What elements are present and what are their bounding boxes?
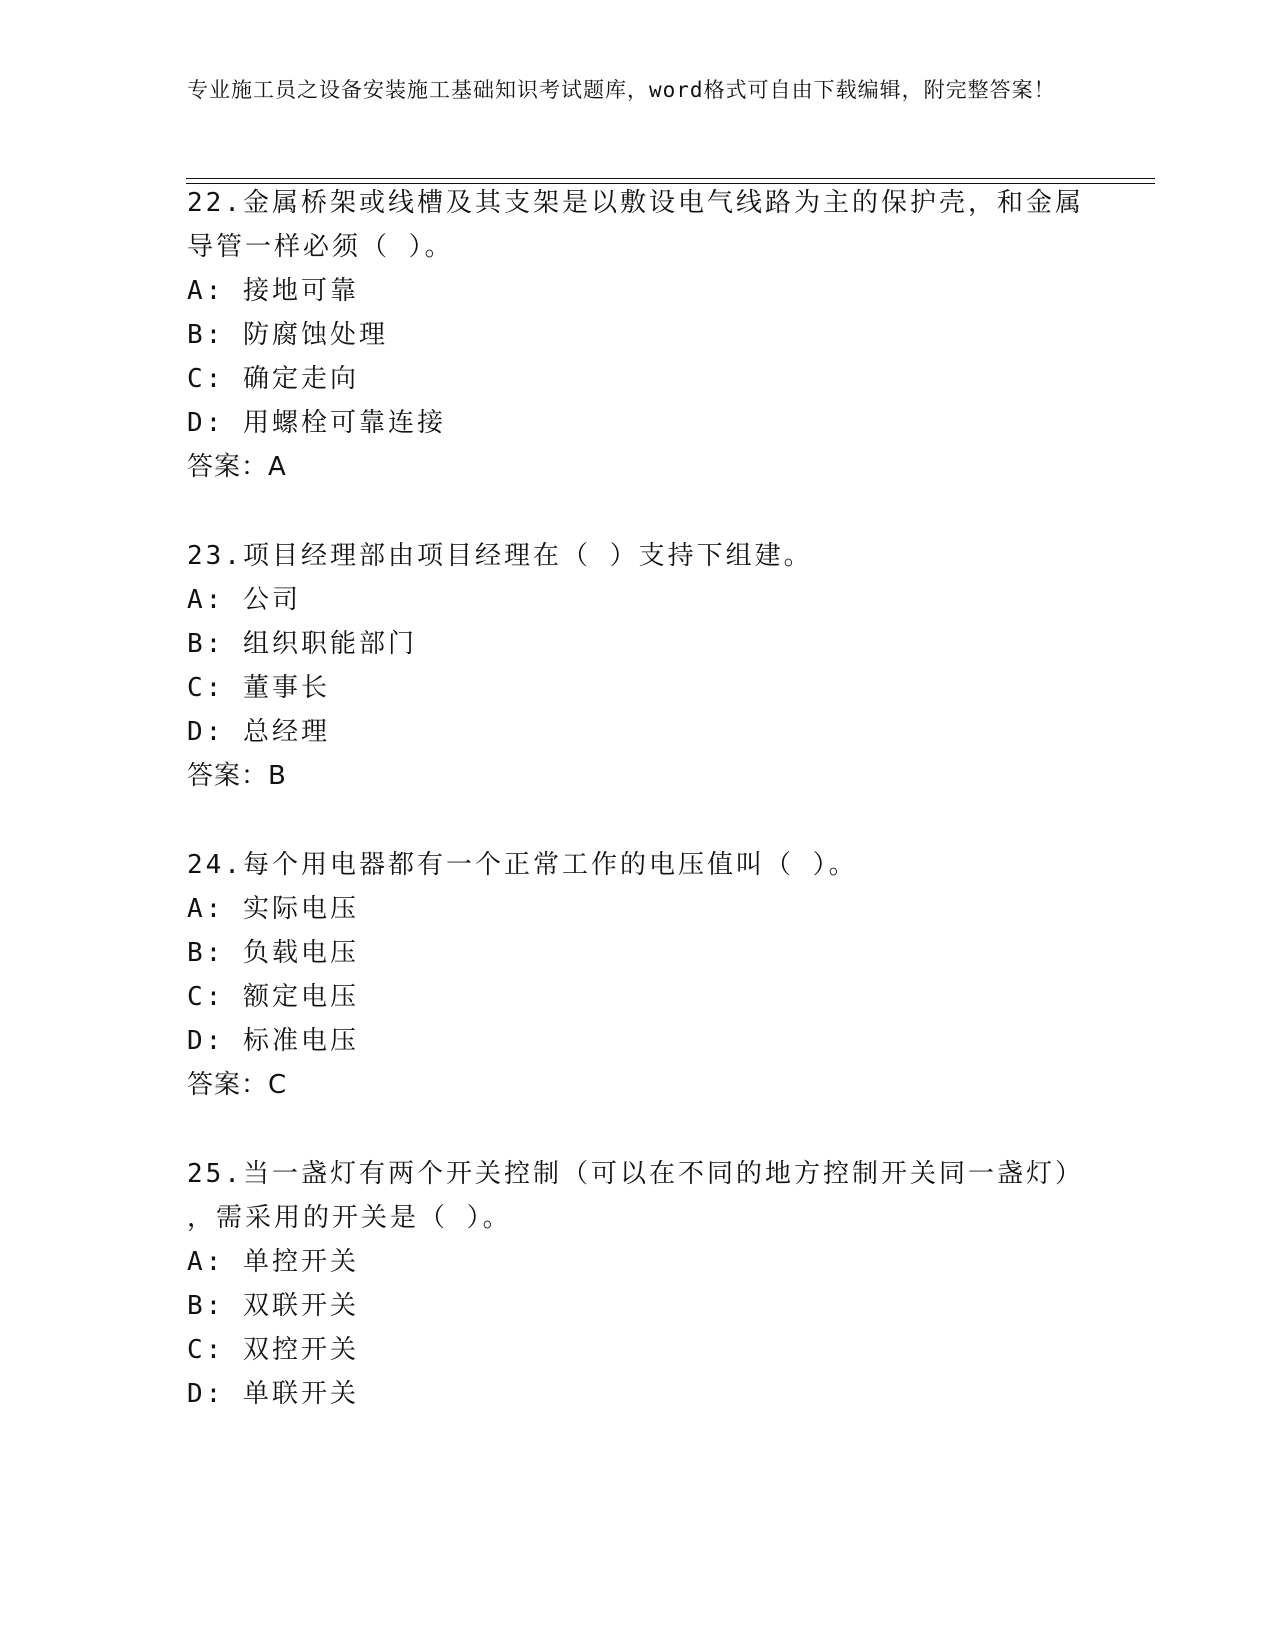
header-divider-bottom: [186, 183, 1155, 184]
question-23-answer: 答案：B: [187, 761, 287, 791]
question-22-option-a: A: 接地可靠: [187, 276, 359, 306]
question-23-stem: 23.项目经理部由项目经理在（ ）支持下组建。: [187, 541, 813, 571]
question-23-option-c: C: 董事长: [187, 673, 330, 703]
question-24-stem: 24.每个用电器都有一个正常工作的电压值叫（ ）。: [187, 850, 858, 880]
question-23-option-b: B: 组织职能部门: [187, 629, 417, 659]
question-22-option-b: B: 防腐蚀处理: [187, 320, 388, 350]
question-22-answer: 答案：A: [187, 452, 287, 482]
question-25-option-a: A: 单控开关: [187, 1247, 359, 1277]
question-24-option-c: C: 额定电压: [187, 982, 359, 1012]
question-24-option-b: B: 负载电压: [187, 938, 359, 968]
question-25-stem-line2: ，需采用的开关是（ ）。: [187, 1203, 512, 1233]
question-25-option-b: B: 双联开关: [187, 1291, 359, 1321]
question-24-answer: 答案：C: [187, 1070, 288, 1100]
question-23-option-d: D: 总经理: [187, 717, 330, 747]
question-23-option-a: A: 公司: [187, 585, 301, 615]
header-divider-top: [186, 178, 1155, 179]
question-22-stem-line2: 导管一样必须（ ）。: [187, 232, 454, 262]
question-22-stem-line1: 22.金属桥架或线槽及其支架是以敷设电气线路为主的保护壳，和金属: [187, 188, 1084, 218]
question-25-option-d: D: 单联开关: [187, 1379, 359, 1409]
question-22-option-c: C: 确定走向: [187, 364, 359, 394]
question-24-option-d: D: 标准电压: [187, 1026, 359, 1056]
document-header: 专业施工员之设备安装施工基础知识考试题库，word格式可自由下载编辑，附完整答案！: [187, 78, 1056, 102]
question-25-option-c: C: 双控开关: [187, 1335, 359, 1365]
question-24-option-a: A: 实际电压: [187, 894, 359, 924]
question-22-option-d: D: 用螺栓可靠连接: [187, 408, 446, 438]
question-25-stem-line1: 25.当一盏灯有两个开关控制（可以在不同的地方控制开关同一盏灯）: [187, 1159, 1084, 1189]
